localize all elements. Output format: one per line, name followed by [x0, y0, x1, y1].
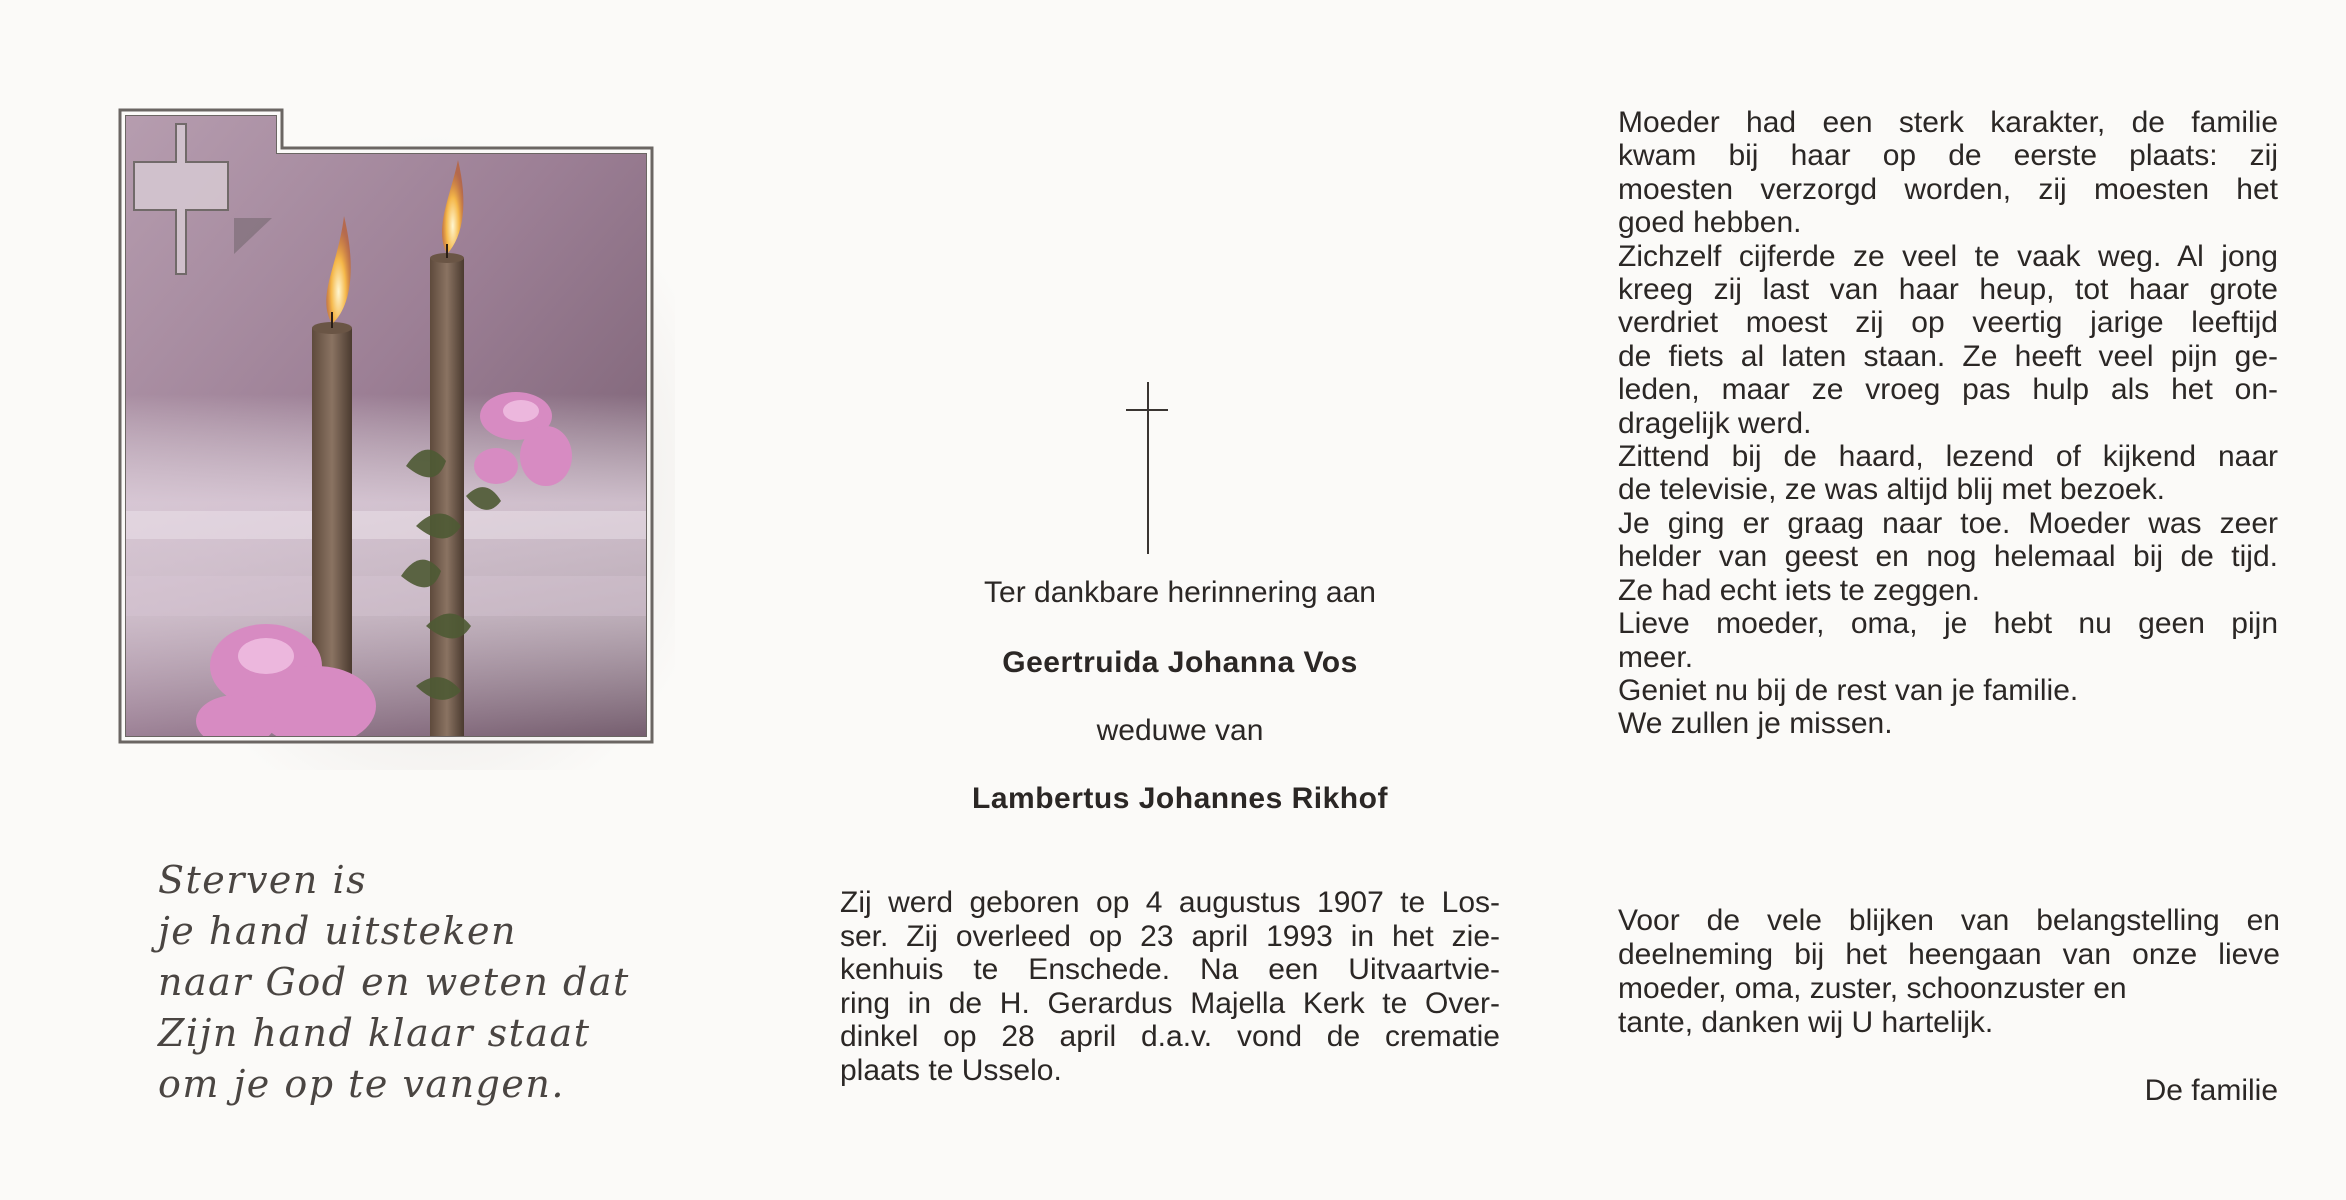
tribute-line: leden, maar ze vroeg pas hulp als het on-: [1618, 373, 2278, 407]
candle-photo: [116, 106, 656, 746]
deceased-name: Geertruida Johanna Vos: [1002, 646, 1358, 679]
tribute-text: [1618, 106, 2278, 741]
biography-line: ring in de H. Gerardus Majella Kerk te Over-: [840, 986, 1500, 1020]
cross-icon: [1108, 382, 1168, 554]
tribute-line: Zichzelf cijferde ze veel te vaak weg. Al jong: [1618, 239, 2278, 273]
tribute-line: kwam bij haar op de eerste plaats: zij: [1618, 139, 2278, 173]
relation-text: weduwe van: [1096, 714, 1264, 747]
poem-line: naar God en weten dat: [158, 960, 630, 1004]
tribute-line: Ze had echt iets te zeggen.: [1618, 573, 1980, 607]
biography-line: dinkel op 28 april d.a.v. vond de crematie: [840, 1020, 1500, 1053]
tribute-line: Lieve moeder, oma, je hebt nu geen pijn: [1618, 607, 2278, 641]
tribute-line: helder van geest en nog helemaal bij de tijd.: [1618, 540, 2278, 574]
tribute-line: We zullen je missen.: [1618, 707, 1893, 741]
tribute-line: Moeder had een sterk karakter, de familie: [1618, 106, 2278, 139]
thanks-line: deelneming bij het heengaan van onze lieve: [1618, 938, 2280, 971]
biography-line: kenhuis te Enschede. Na een Uitvaartvie-: [840, 953, 1500, 986]
poem: [158, 855, 758, 1110]
tribute-line: moesten verzorgd worden, zij moesten het: [1618, 172, 2278, 206]
signature: De familie: [2144, 1074, 2278, 1107]
tribute-line: de televisie, ze was altijd blij met bezoek.: [1618, 473, 2165, 507]
tribute-line: Zittend bij de haard, lezend of kijkend naar: [1618, 440, 2278, 474]
tribute-line: meer.: [1618, 640, 1694, 674]
thanks-text: [1618, 904, 2280, 1040]
poem-line: om je op te vangen.: [158, 1062, 565, 1106]
tribute-line: goed hebben.: [1618, 206, 1802, 240]
thanks-line: tante, danken wij U hartelijk.: [1618, 1006, 1994, 1039]
tribute-line: Geniet nu bij de rest van je familie.: [1618, 673, 2079, 707]
biography-line: Zij werd geboren op 4 augustus 1907 te Los-: [840, 886, 1500, 919]
intro-text: Ter dankbare herinnering aan: [984, 576, 1376, 609]
tribute-line: de fiets al laten staan. Ze heeft veel pijn ge-: [1618, 339, 2278, 373]
biography: [840, 886, 1500, 1087]
tribute-line: verdriet moest zij op veertig jarige leeftijd: [1618, 306, 2278, 340]
tribute-line: Je ging er graag naar toe. Moeder was zeer: [1618, 506, 2278, 540]
tribute-line: kreeg zij last van haar heup, tot haar grote: [1618, 273, 2278, 307]
poem-line: je hand uitsteken: [158, 909, 518, 953]
thanks-line: moeder, oma, zuster, schoonzuster en: [1618, 972, 2127, 1005]
tribute-line: dragelijk werd.: [1618, 406, 1812, 440]
biography-line: plaats te Usselo.: [840, 1053, 1062, 1087]
thanks-line: Voor de vele blijken van belangstelling en: [1618, 904, 2280, 937]
poem-line: Zijn hand klaar staat: [158, 1011, 591, 1055]
spouse-name: Lambertus Johannes Rikhof: [972, 782, 1388, 815]
biography-line: ser. Zij overleed op 23 april 1993 in het zie-: [840, 919, 1500, 953]
poem-line: Sterven is: [158, 858, 368, 902]
